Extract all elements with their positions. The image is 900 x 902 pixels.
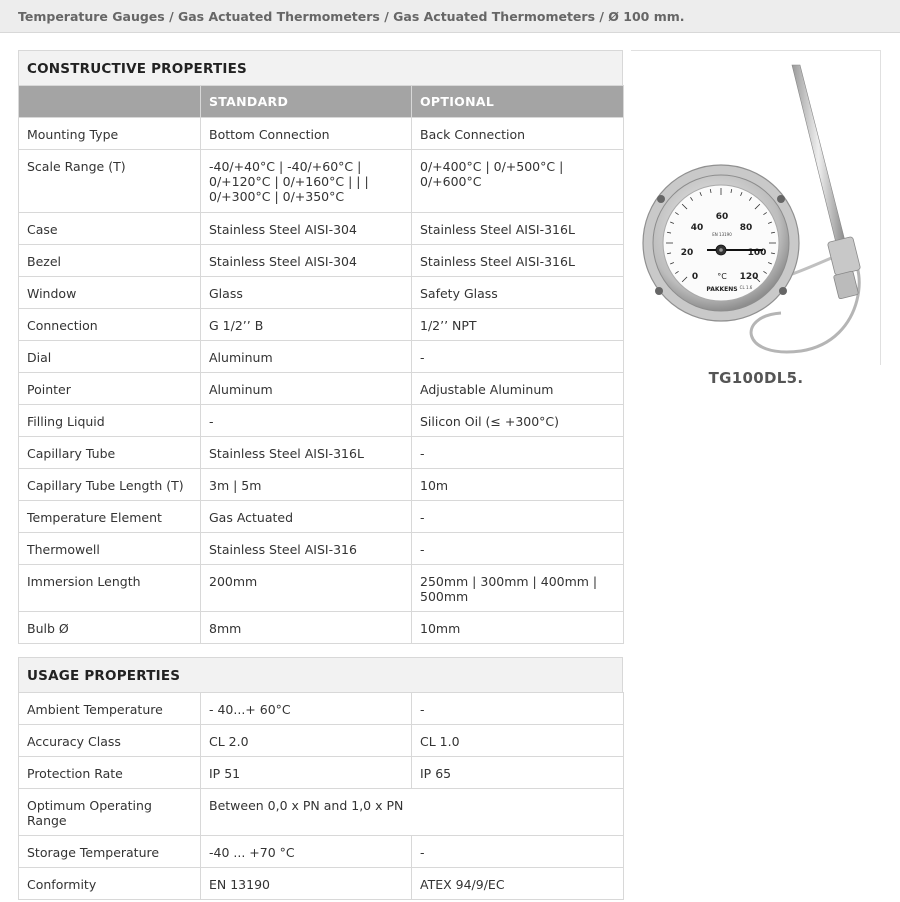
row-label: Protection Rate: [19, 757, 201, 789]
table-row: [19, 757, 624, 789]
row-label: Bezel: [19, 245, 201, 277]
row-label: Connection: [19, 309, 201, 341]
dial-tick-80: 80: [739, 223, 753, 233]
thermometer-illustration: [631, 51, 881, 366]
row-optional: -: [412, 693, 624, 725]
table-row: [19, 868, 624, 900]
table-row: [19, 309, 624, 341]
row-standard: Between 0,0 x PN and 1,0 x PN: [201, 789, 624, 836]
dial-tick-60: 60: [715, 212, 729, 222]
row-optional: 0/+400°C | 0/+500°C | 0/+600°C: [412, 150, 624, 213]
dial-tick-0: 0: [691, 272, 699, 282]
row-label: Accuracy Class: [19, 725, 201, 757]
dial-brand: PAKKENS: [706, 286, 738, 293]
row-optional: -: [412, 836, 624, 868]
row-label: Conformity: [19, 868, 201, 900]
row-standard: Glass: [201, 277, 412, 309]
dial-face: [663, 185, 779, 301]
row-label: Window: [19, 277, 201, 309]
header-optional: OPTIONAL: [412, 86, 624, 118]
row-optional: Stainless Steel AISI-316L: [412, 245, 624, 277]
row-label: Optimum Operating Range: [19, 789, 201, 836]
table-row: [19, 437, 624, 469]
row-standard: G 1/2’’ B: [201, 309, 412, 341]
constructive-properties-section: [18, 50, 623, 644]
table-row: [19, 693, 624, 725]
table-row: [19, 118, 624, 150]
row-optional: 1/2’’ NPT: [412, 309, 624, 341]
row-standard: Aluminum: [201, 341, 412, 373]
row-standard: IP 51: [201, 757, 412, 789]
row-optional: Safety Glass: [412, 277, 624, 309]
table-row: [19, 405, 624, 437]
table-row: [19, 150, 624, 213]
dial-tick-20: 20: [680, 248, 694, 258]
row-optional: Adjustable Aluminum: [412, 373, 624, 405]
row-label: Storage Temperature: [19, 836, 201, 868]
row-optional: Back Connection: [412, 118, 624, 150]
row-label: Capillary Tube Length (T): [19, 469, 201, 501]
row-standard: Stainless Steel AISI-316: [201, 533, 412, 565]
section-title-usage: USAGE PROPERTIES: [18, 657, 623, 692]
row-optional: -: [412, 437, 624, 469]
breadcrumb: Temperature Gauges / Gas Actuated Thermometers / Gas Actuated Thermometers / Ø 100 mm.: [0, 0, 900, 33]
dial-class: CL 1.6: [739, 285, 753, 290]
row-optional: IP 65: [412, 757, 624, 789]
usage-properties-section: [18, 657, 623, 900]
row-standard: 8mm: [201, 612, 412, 644]
table-row: [19, 213, 624, 245]
row-optional: CL 1.0: [412, 725, 624, 757]
row-standard: - 40...+ 60°C: [201, 693, 412, 725]
table-row: [19, 612, 624, 644]
table-row: [19, 836, 624, 868]
row-standard: -40 ... +70 °C: [201, 836, 412, 868]
header-standard: STANDARD: [201, 86, 412, 118]
table-row: [19, 725, 624, 757]
table-row: [19, 789, 624, 836]
table-row: [19, 245, 624, 277]
row-standard: 3m | 5m: [201, 469, 412, 501]
row-optional: ATEX 94/9/EC: [412, 868, 624, 900]
usage-properties-table: [18, 692, 624, 900]
dial-tick-40: 40: [690, 223, 704, 233]
table-row: [19, 501, 624, 533]
row-optional: 10mm: [412, 612, 624, 644]
row-standard: EN 13190: [201, 868, 412, 900]
row-label: Temperature Element: [19, 501, 201, 533]
constructive-properties-table: [18, 85, 624, 644]
table-header-row: [19, 86, 624, 118]
table-row: [19, 565, 624, 612]
table-row: [19, 533, 624, 565]
row-label: Case: [19, 213, 201, 245]
row-standard: -40/+40°C | -40/+60°C | 0/+120°C | 0/+160°C | | | 0/+300°C | 0/+350°C: [201, 150, 412, 213]
row-standard: 200mm: [201, 565, 412, 612]
row-label: Ambient Temperature: [19, 693, 201, 725]
row-label: Pointer: [19, 373, 201, 405]
row-label: Mounting Type: [19, 118, 201, 150]
dial-unit: °C: [717, 272, 727, 281]
row-standard: -: [201, 405, 412, 437]
row-label: Capillary Tube: [19, 437, 201, 469]
row-label: Dial: [19, 341, 201, 373]
section-title-constructive: CONSTRUCTIVE PROPERTIES: [18, 50, 623, 85]
dial-tick-120: 120: [739, 272, 759, 282]
row-standard: CL 2.0: [201, 725, 412, 757]
table-row: [19, 373, 624, 405]
row-optional: -: [412, 501, 624, 533]
row-label: Thermowell: [19, 533, 201, 565]
row-label: Scale Range (T): [19, 150, 201, 213]
row-optional: 250mm | 300mm | 400mm | 500mm: [412, 565, 624, 612]
table-row: [19, 469, 624, 501]
row-standard: Gas Actuated: [201, 501, 412, 533]
dial-standard: EN 13190: [712, 232, 732, 237]
connection-fitting: [827, 236, 860, 275]
thermowell-stem: [792, 65, 845, 243]
dial-tick-100: 100: [747, 248, 767, 258]
table-row: [19, 341, 624, 373]
row-standard: Aluminum: [201, 373, 412, 405]
row-optional: 10m: [412, 469, 624, 501]
row-standard: Bottom Connection: [201, 118, 412, 150]
row-optional: -: [412, 533, 624, 565]
row-optional: Silicon Oil (≤ +300°C): [412, 405, 624, 437]
row-standard: Stainless Steel AISI-316L: [201, 437, 412, 469]
row-standard: Stainless Steel AISI-304: [201, 213, 412, 245]
header-blank: [19, 86, 201, 118]
row-label: Filling Liquid: [19, 405, 201, 437]
row-optional: Stainless Steel AISI-316L: [412, 213, 624, 245]
product-image: [631, 50, 881, 365]
table-row: [19, 277, 624, 309]
row-standard: Stainless Steel AISI-304: [201, 245, 412, 277]
product-caption: TG100DL5.: [708, 369, 804, 387]
row-label: Immersion Length: [19, 565, 201, 612]
row-label: Bulb Ø: [19, 612, 201, 644]
row-optional: -: [412, 341, 624, 373]
